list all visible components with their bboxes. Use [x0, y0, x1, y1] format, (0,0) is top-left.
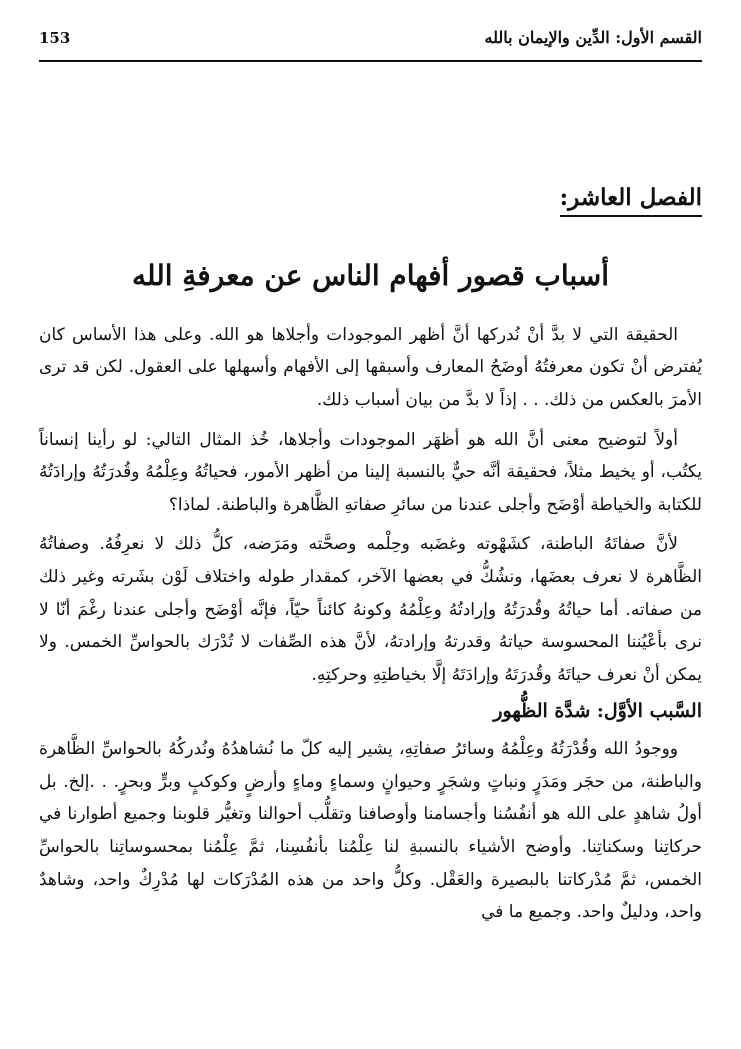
section-heading: السَّبب الأوَّل: شدَّة الظُّهور	[493, 700, 702, 723]
page-number: 153	[39, 29, 71, 47]
paragraph-4: ووجودُ الله وقُدْرَتُهُ وعِلْمُهُ وسائرُ صفاتِهِ، يشير إليه كلّ ما نُشاهدُهُ ونُدركُهُ بالحواسِّ الظَّاهرة والباطنة، من حجَر ومَدَرٍ ونباتٍ وشجَرٍ وحيوانٍ وسماءٍ وماءٍ وأرضٍ وكوكبٍ وبرٍّ وبحرٍ. . .إلخ. بل أولُ شاهدٍ على الله هو أنفُسُنا وأجسامنا وأوصافنا وتقلُّب أحوالنا وتغيُّر قلوبنا وجميع أطوارنا في حركاتِنا وسكناتِنا. وأوضح الأشياء بالنسبةِ لنا عِلْمُنا بأنفُسِنا، ثمَّ عِلْمُنا بمحسوساتِنا بالحواسِّ الخمس، ثمَّ مُدْركاتنا بالبصيرة والعَقْل. وكلُّ واحد من هذه المُدْرَكات لها مُدْرِكٌ واحد، وشاهدٌ واحد، ودليلٌ واحد. وجميع ما في	[39, 739, 702, 923]
running-header	[39, 22, 702, 62]
paragraph-3: لأنَّ صفاتَهُ الباطنة، كشَهْوته وغضَبه وحِلْمه وصحَّته ومَرَضه، كلُّ ذلك لا نعرِفُهُ. وصفاتُهُ الظَّاهرة لا نعرف بعضَها، ونشُكُّ في بعضها الآخر، كمقدار طوله واختلاف لَوْن بشَرته وغير ذلك من صفاته. أما حياتُهُ وقُدرَتُهُ وإرادتُهُ وعِلْمُهُ وكونهُ كائناً حيّاً، فإنَّه أوْضَح وأجلى عندنا رغْمَ أنّا لا نرى بأعْيُننا المحسوسة حياتهُ وقدرتهُ وإرادتهُ، لأنَّ هذه الصِّفات لا تُدْرَك بالحواسِّ الخمس. ولا يمكن أنْ نعرف حياتَهُ وقُدرَتَهُ وإرادَتَهُ إلَّا بخياطتِهِ وحركتِهِ.	[39, 534, 702, 685]
paragraph-2: أولاً لتوضيح معنى أنَّ الله هو أظهَر الموجودات وأجلاها، خُذ المثال التالي: لو رأينا إنساناً يكتُب، أو يخيط مثلاً، فحقيقة أنَّه حيٌّ بالنسبة إلينا من أظهر الأمور، فحياتُهُ وعِلْمُهُ وقُدرَتُهُ وإرادَتُهُ للكتابة والخياطة أوْضَح وأجلى عندنا من سائرِ صفاتهِ الظَّاهرة والباطنة. لماذا؟	[39, 429, 702, 515]
chapter-label-block	[39, 184, 702, 230]
body-text	[39, 319, 702, 929]
chapter-title: أسباب قصور أفهام الناس عن معرفةِ الله	[131, 259, 610, 292]
running-header-title: القسم الأول: الدِّين والإيمان بالله	[484, 28, 702, 47]
paragraph-1: الحقيقة التي لا بدَّ أنْ نُدركها أنَّ أظهر الموجودات وأجلاها هو الله. وعلى هذا الأساس كان يُفترض أنْ تكون معرفتُهُ أوضَحُ المعارف وأسبقها إلى الأفهام وأسهلها على العقول. لكن قد ترى الأمرَ بالعكس من ذلك. . . إذاً لا بدَّ من بيان أسباب ذلك.	[39, 324, 702, 410]
chapter-label: الفصل العاشر:	[560, 184, 702, 217]
